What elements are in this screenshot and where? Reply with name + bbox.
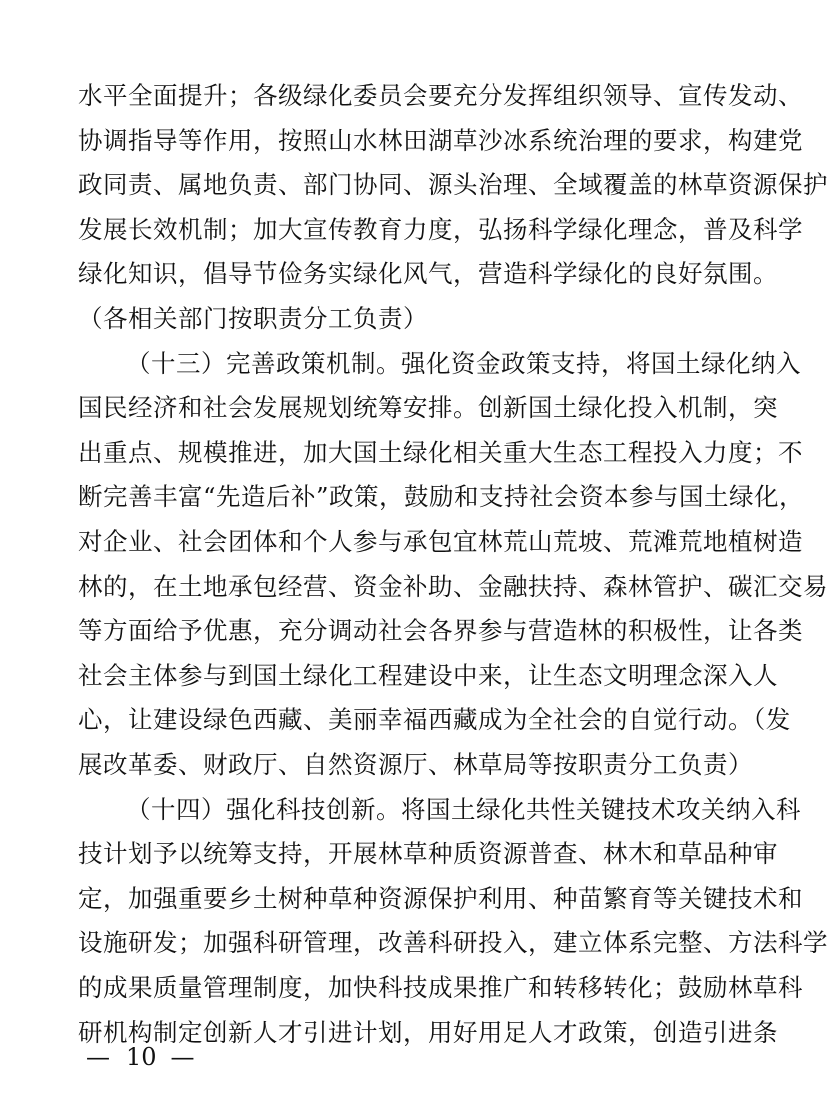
text-line-3: 政同责、属地负责、部门协同、源头治理、全域覆盖的林草资源保护 <box>78 170 828 200</box>
text-line-15: 心，让建设绿色西藏、美丽幸福西藏成为全社会的自觉行动。（发 <box>78 705 791 735</box>
page-footer <box>86 1042 197 1072</box>
text-line-13: 等方面给予优惠，充分调动社会各界参与营造林的积极性，让各类 <box>78 616 803 646</box>
text-line-8: 国民经济和社会发展规划统筹安排。创新国土绿化投入机制，突 <box>78 393 778 423</box>
text-line-4: 发展长效机制；加大宣传教育力度，弘扬科学绿化理念，普及科学 <box>78 214 803 244</box>
text-line-5: 绿化知识，倡导节俭务实绿化风气，营造科学绿化的良好氛围。 <box>78 259 778 289</box>
footer-dash-right: — <box>170 1043 195 1071</box>
text-line-20: 设施研发；加强科研管理，改善科研投入，建立体系完整、方法科学 <box>78 928 828 958</box>
text-line-10: 断完善丰富“先造后补”政策，鼓励和支持社会资本参与国土绿化， <box>78 482 805 512</box>
text-line-19: 定，加强重要乡土树种草种资源保护利用、种苗繁育等关键技术和 <box>78 883 803 913</box>
footer-dash-left: — <box>86 1043 110 1071</box>
text-line-18: 技计划予以统筹支持，开展林草种质资源普查、林木和草品种审 <box>78 839 778 869</box>
text-line-21: 的成果质量管理制度，加快科技成果推广和转移转化；鼓励林草科 <box>78 973 803 1002</box>
text-line-16: 展改革委、财政厅、自然资源厅、林草局等按职责分工负责） <box>78 750 753 779</box>
text-line-6: （各相关部门按职责分工负责） <box>78 304 428 333</box>
text-line-7: （十三）完善政策机制。强化资金政策支持，将国土绿化纳入 <box>126 348 801 378</box>
text-line-9: 出重点、规模推进，加大国土绿化相关重大生态工程投入力度；不 <box>78 437 803 467</box>
text-line-12: 林的，在土地承包经营、资金补助、金融扶持、森林管护、碳汇交易 <box>78 571 828 601</box>
page-number: 10 <box>126 1043 157 1071</box>
text-line-17: （十四）强化科技创新。将国土绿化共性关键技术攻关纳入科 <box>126 794 801 824</box>
text-line-2: 协调指导等作用，按照山水林田湖草沙冰系统治理的要求，构建党 <box>78 125 803 155</box>
text-line-14: 社会主体参与到国土绿化工程建设中来，让生态文明理念深入人 <box>78 660 778 690</box>
text-line-11: 对企业、社会团体和个人参与承包宜林荒山荒坡、荒滩荒地植树造 <box>78 527 803 556</box>
text-line-1: 水平全面提升；各级绿化委员会要充分发挥组织领导、宣传发动、 <box>78 81 803 110</box>
text-line-22: 研机构制定创新人才引进计划，用好用足人才政策，创造引进条 <box>78 1017 778 1047</box>
